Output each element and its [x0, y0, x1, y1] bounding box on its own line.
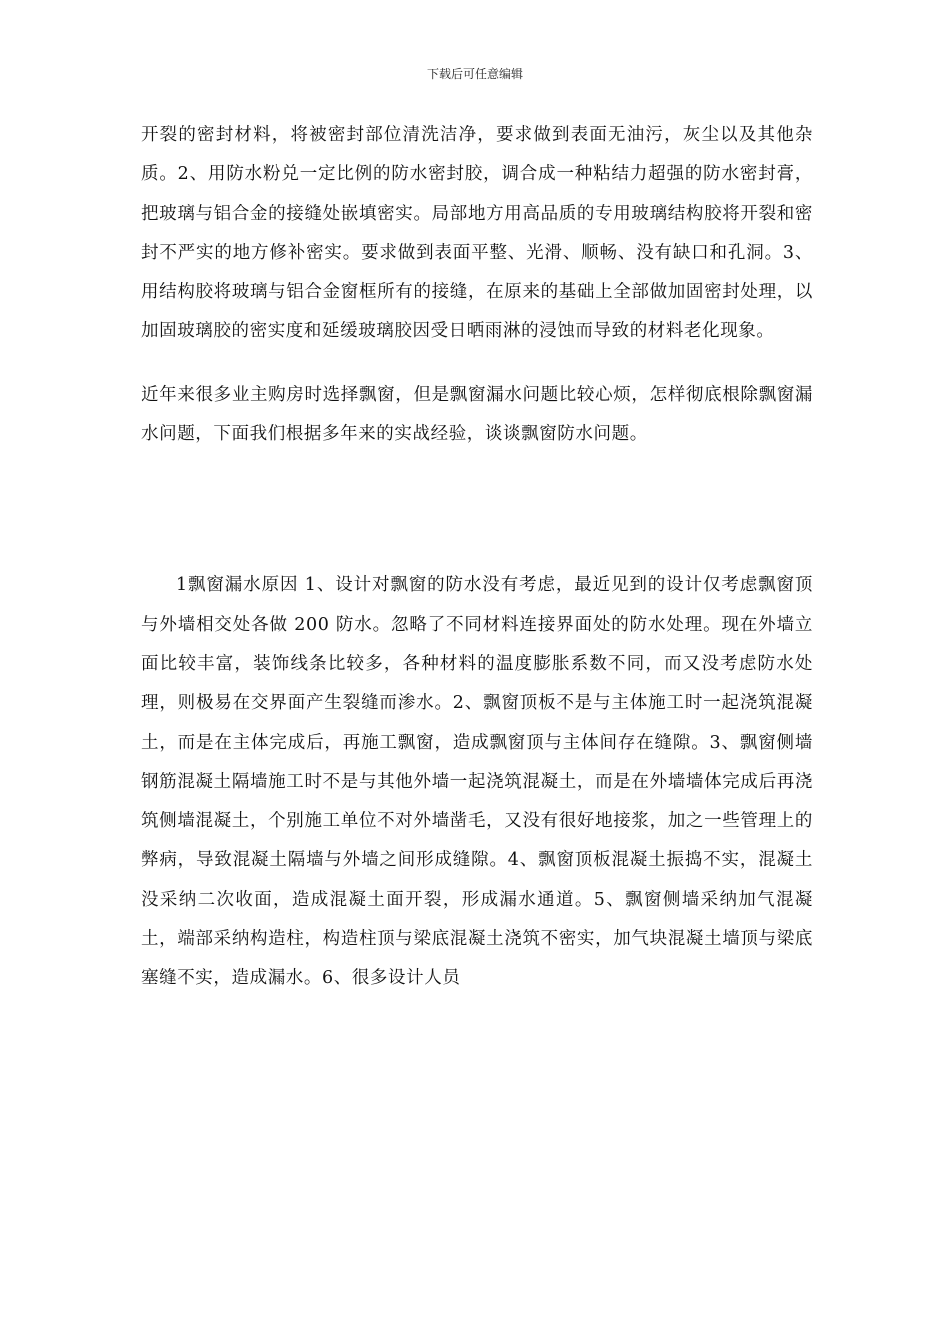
paragraph-bay-window-intro: 近年来很多业主购房时选择飘窗，但是飘窗漏水问题比较心烦，怎样彻底根除飘窗漏水问题，下面我们根据多年来的实战经验，谈谈飘窗防水问题。 [141, 384, 813, 445]
paragraph-sealing-steps: 开裂的密封材料，将被密封部位清洗洁净，要求做到表面无油污，灰尘以及其他杂质。2、用防水粉兑一定比例的防水密封胶，调合成一种粘结力超强的防水密封膏，把玻璃与铝合金的接缝处嵌填密实。局部地方用高品质的专用玻璃结构胶将开裂和密封不严实的地方修补密实。要求做到表面平整、光滑、顺畅、没有缺口和孔洞。3、用结构胶将玻璃与铝合金窗框所有的接缝，在原来的基础上全部做加固密封处理，以加固玻璃胶的密实度和延缓玻璃胶因受日晒雨淋的浸蚀而导致的材料老化现象。 [141, 125, 813, 342]
document-body [141, 116, 813, 999]
page-header: 下载后可任意编辑 [426, 67, 523, 81]
paragraph-leak-causes: 1飘窗漏水原因 1、设计对飘窗的防水没有考虑，最近见到的设计仅考虑飘窗顶与外墙相交处各做 200 防水。忽略了不同材料连接界面处的防水处理。现在外墙立面比较丰富，装饰线条比较多，各种材料的温度膨胀系数不同，而又没考虑防水处理，则极易在交界面产生裂缝而渗水。2、飘窗顶板不是与主体施工时一起浇筑混凝土，而是在主体完成后，再施工飘窗，造成飘窗顶与主体间存在缝隙。3、飘窗侧墙钢筋混凝土隔墙施工时不是与其他外墙一起浇筑混凝土，而是在外墙墙体完成后再浇筑侧墙混凝土，个别施工单位不对外墙凿毛，又没有很好地接浆，加之一些管理上的弊病，导致混凝土隔墙与外墙之间形成缝隙。4、飘窗顶板混凝土振捣不实，混凝土没采纳二次收面，造成混凝土面开裂，形成漏水通道。5、飘窗侧墙采纳加气混凝土，端部采纳构造柱，构造柱顶与梁底混凝土浇筑不密实，加气块混凝土墙顶与梁底塞缝不实，造成漏水。6、很多设计人员 [141, 575, 813, 989]
